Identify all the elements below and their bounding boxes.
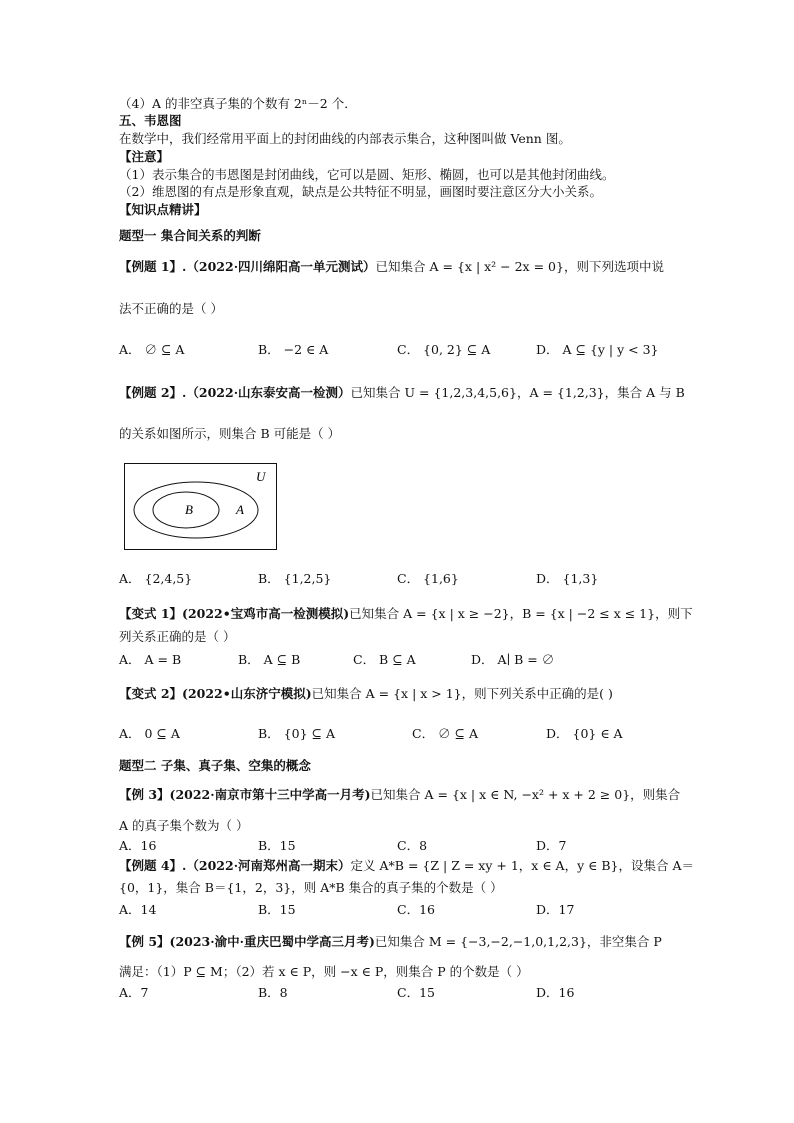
example-2-continued: 的关系如图所示，则集合 B 可能是（ ） xyxy=(119,426,341,441)
example-2 xyxy=(119,385,685,401)
example-4-text: 定义 A*B = {Z | Z = xy + 1，x ∈ A，y ∈ B}，设集合 A＝ xyxy=(350,858,694,873)
example-3-option-c: C．8 xyxy=(397,838,428,853)
example-3-option-d: D．7 xyxy=(536,838,567,853)
example-4 xyxy=(119,858,694,874)
knowledge-heading: 【知识点精讲】 xyxy=(119,202,207,217)
note-heading: 【注意】 xyxy=(119,149,170,164)
section-heading-venn: 五、韦恩图 xyxy=(119,113,182,128)
example-5-option-c: C．15 xyxy=(397,985,435,1000)
note-1: （1）表示集合的韦恩图是封闭曲线，它可以是圆、矩形、椭圆，也可以是其他封闭曲线。 xyxy=(119,167,615,182)
example-1-option-b: B． −2 ∈ A xyxy=(258,342,329,357)
variant-2 xyxy=(119,686,613,702)
subset-count-line: （4）A 的非空真子集的个数有 2ⁿ－2 个． xyxy=(119,96,357,111)
variant-2-option-c: C． ∅ ⊆ A xyxy=(412,726,478,741)
variant-2-option-b: B． {0} ⊆ A xyxy=(258,726,335,741)
venn-definition: 在数学中，我们经常用平面上的封闭曲线的内部表示集合，这种图叫做 Venn 图。 xyxy=(119,131,571,146)
variant-2-tag: 【变式 2】(2022•山东济宁模拟) xyxy=(119,686,312,701)
venn-label-u: U xyxy=(256,469,266,484)
variant-2-option-a: A． 0 ⊆ A xyxy=(119,726,180,741)
example-1-option-a: A． ∅ ⊆ A xyxy=(119,342,185,357)
example-2-tag: 【例题 2】.（2022·山东泰安高一检测） xyxy=(119,385,351,400)
example-2-option-c: C． {1,6} xyxy=(397,571,459,586)
example-1-continued: 法不正确的是（ ） xyxy=(119,301,223,316)
example-4-option-b: B．15 xyxy=(258,902,296,917)
example-1-option-c: C． {0, 2} ⊆ A xyxy=(397,342,491,357)
question-type-1: 题型一 集合间关系的判断 xyxy=(119,228,261,243)
example-2-option-b: B． {1,2,5} xyxy=(258,571,332,586)
example-2-option-a: A． {2,4,5} xyxy=(119,571,193,586)
variant-1-tag: 【变式 1】(2022•宝鸡市高一检测模拟) xyxy=(119,606,350,621)
example-4-option-a: A．14 xyxy=(119,902,157,917)
venn-diagram xyxy=(124,463,277,550)
example-3-tag: 【例 3】(2022·南京市第十三中学高一月考) xyxy=(119,787,371,802)
example-4-option-d: D．17 xyxy=(536,902,575,917)
example-5-continued: 满足：（1）P ⊆ M；（2）若 x ∈ P，则 −x ∈ P，则集合 P 的个数是（ ） xyxy=(119,964,529,979)
note-2: （2）维恩图的有点是形象直观，缺点是公共特征不明显，画图时要注意区分大小关系。 xyxy=(119,184,602,199)
example-5-text: 已知集合 M = {−3,−2,−1,0,1,2,3}，非空集合 P xyxy=(374,934,662,949)
example-4-continued: {0，1}，集合 B＝{1，2，3}，则 A*B 集合的真子集的个数是（ ） xyxy=(119,880,503,895)
example-5 xyxy=(119,934,662,950)
variant-1-option-d: D． A∣ B = ∅ xyxy=(471,652,555,667)
venn-label-b: B xyxy=(185,502,193,517)
example-5-option-d: D．16 xyxy=(536,985,575,1000)
question-type-2: 题型二 子集、真子集、空集的概念 xyxy=(119,758,311,773)
example-5-tag: 【例 5】(2023·渝中·重庆巴蜀中学高三月考) xyxy=(119,934,375,949)
variant-1-continued: 列关系正确的是（ ） xyxy=(119,629,236,644)
variant-1 xyxy=(119,606,693,622)
venn-label-a: A xyxy=(236,502,244,517)
variant-1-text: 已知集合 A = {x | x ≥ −2}，B = {x | −2 ≤ x ≤ 1}，则下 xyxy=(349,606,693,621)
example-3-text: 已知集合 A = {x | x ∈ N, −x² + x + 2 ≥ 0}，则集合 xyxy=(370,787,681,802)
example-3 xyxy=(119,787,680,803)
universal-set-rect xyxy=(125,464,277,550)
example-3-option-a: A．16 xyxy=(119,838,157,853)
example-1-tag: 【例题 1】.（2022·四川绵阳高一单元测试） xyxy=(119,259,376,274)
example-3-continued: A 的真子集个数为（ ） xyxy=(119,818,249,833)
variant-1-option-b: B． A ⊆ B xyxy=(238,652,301,667)
variant-2-text: 已知集合 A = {x | x > 1}，则下列关系中正确的是( ) xyxy=(311,686,613,701)
example-2-text: 已知集合 U = {1,2,3,4,5,6}，A = {1,2,3}，集合 A 与 B xyxy=(350,385,685,400)
example-4-tag: 【例题 4】.（2022·河南郑州高一期末） xyxy=(119,858,351,873)
example-1-text: 已知集合 A = {x | x² − 2x = 0}，则下列选项中说 xyxy=(375,259,664,274)
example-4-option-c: C．16 xyxy=(397,902,435,917)
example-3-option-b: B．15 xyxy=(258,838,296,853)
example-1 xyxy=(119,259,664,275)
example-1-option-d: D． A ⊆ {y | y < 3} xyxy=(536,342,659,357)
example-2-option-d: D． {1,3} xyxy=(536,571,599,586)
example-5-option-a: A．7 xyxy=(119,985,149,1000)
variant-1-option-a: A． A = B xyxy=(119,652,182,667)
example-5-option-b: B．8 xyxy=(258,985,288,1000)
variant-2-option-d: D． {0} ∈ A xyxy=(546,726,623,741)
variant-1-option-c: C． B ⊆ A xyxy=(353,652,416,667)
